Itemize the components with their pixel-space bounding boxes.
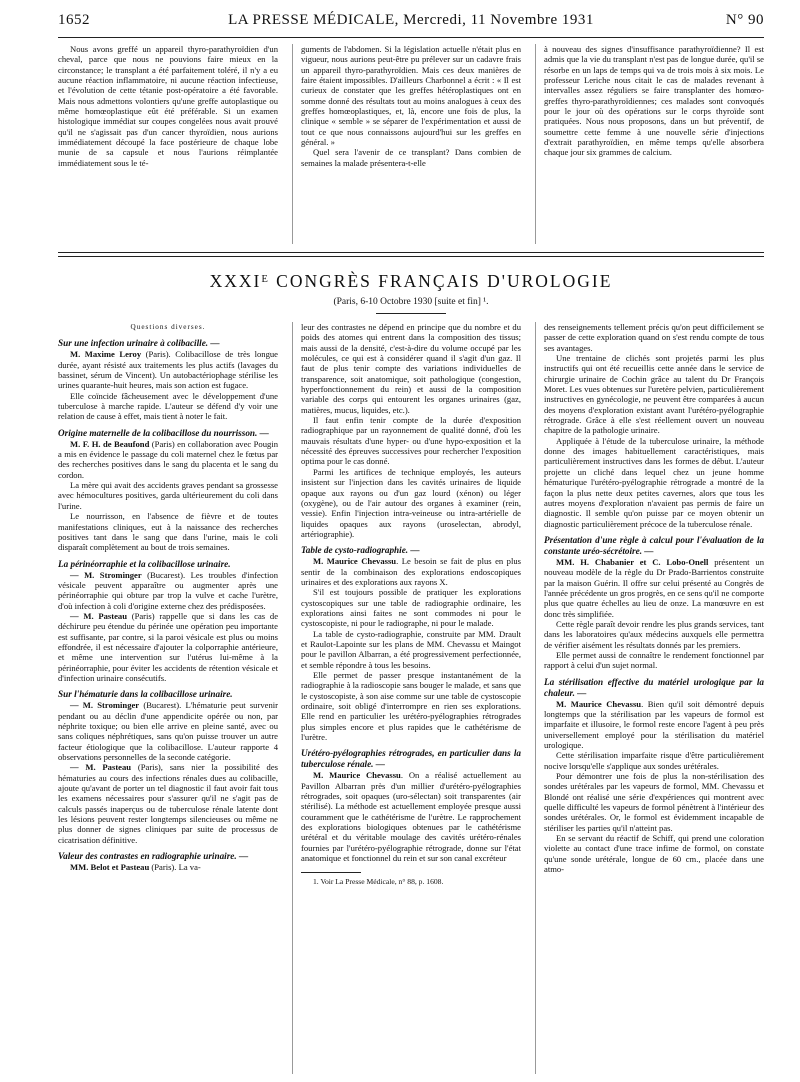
section-divider: [58, 252, 764, 257]
paragraph: [58, 570, 278, 611]
paragraph-text: (Paris) en collaboration avec Pougin a mis en évidence le passage du coli maternel chez le fœtus par des recherches positives dans le sang du placenta et le sang du cordon.: [58, 438, 278, 480]
paragraph: [58, 439, 278, 480]
page-header: [58, 12, 764, 34]
paragraph: [58, 511, 278, 552]
paragraph: [544, 322, 764, 353]
paragraph-text: Cette stérilisation imparfaite risque d'être particulièrement nocive lorsqu'elle s'applique aux sondes urétérales.: [544, 750, 764, 771]
paragraph: [301, 467, 521, 539]
paragraph-text: S'il est toujours possible de pratiquer les explorations cystoscopiques sur une table de radiographie ordinaire, les explorations ainsi faites ne sont commodes ni pour le cystoscopiste, ni pour le radiographe, ni pour le malade.: [301, 587, 521, 629]
paragraph: guments de l'abdomen. Si la législation actuelle n'était plus en vigueur, nous aurions peut-être pu prélever sur un cadavre frais un appareil thyro-parathyroïdien. Mais ces deux manières de faire étaient impossibles. D'ailleurs Charbonnel a écrit : « Il est curieux de constater que les greffes hétéroplastiques ont en somme donné des résultats tout au moins analogues à ceux des greffes homœoplastiques, et, là, encore une fois de plus, la clinique « semble » se séparer de l'expérimentation et aussi de tout ce que nous connaissons aujourd'hui sur les greffes en général. »: [301, 44, 521, 148]
author-name: — M. Pasteau: [70, 762, 132, 773]
paragraph: [544, 750, 764, 771]
author-name: M. F. H. de Beaufond: [70, 438, 150, 449]
section-heading: Présentation d'une règle à calcul pour l'évaluation de la constante uréo-sécrétoire. —: [544, 534, 764, 556]
page-number: 1652: [58, 12, 90, 28]
paragraph: [301, 770, 521, 863]
paragraph: [301, 670, 521, 742]
paragraph: [58, 762, 278, 845]
paragraph: [58, 862, 278, 872]
paragraph: [301, 556, 521, 587]
paragraph-text: Cette règle paraît devoir rendre les plus grands services, tant dans les laboratoires qu'aux médecins auxquels elle permettra de vérifier aisément les résultats donnés par les premiers.: [544, 618, 764, 650]
top-article: [58, 44, 764, 244]
paragraph: [544, 833, 764, 874]
top-column-2: [292, 44, 521, 244]
paragraph: [301, 587, 521, 628]
section-heading: Table de cysto-radiographie. —: [301, 545, 420, 556]
author-name: — M. Strominger: [70, 569, 142, 580]
paragraph-text: Elle permet de passer presque instantanément de la radiographie à la radioscopie sans bouger le malade, et sans que le cystoscopiste, à son aise comme sur une table de cystoscopie ordinaire, soit obligé d'interrompre en rien ses explorations. Elle rend en particulier les urétéro-pyélographies rétrogrades plus simples encore et plus rapides que le cathétérisme de l'urètre.: [301, 670, 521, 743]
paragraph-text: (Paris) rappelle que si dans les cas de déchirure peu étendue du périnée une opération peu importante est suffisante, par contre, si la paroi vésicale est plus ou moins effondrée, il est nécessaire d'ajouter la colporraphie antérieure, et même une intervention sur l'utérus lui-même à la périnéorraphie, pour éviter les accidents de rétention vésicale et d'infection urinaire consécutifs.: [58, 610, 279, 683]
paragraph: Nous avons greffé un appareil thyro-parathyroïdien d'un cheval, parce que nous ne pouvions faire mieux en la circonstance; le transplant a été parfaitement toléré, il n'y a eu aucune réaction inflammatoire, ni aucune réaction infectieuse, et l'évolution de cette tétanie post-opératoire a été favorable. Mais nous admettons volontiers qu'une greffe autoplastique ou même homœoplastique eût été préférable. Si un examen histologique immédiat sur coupes congelées nous avait prouvé qu'il ne s'agissait pas d'un cancer thyroïdien, nous aurions immédiatement découpé la face postérieure de chaque lobe munie de sa capsule et nous l'aurions réimplantée immédiatement sous le té-: [58, 44, 278, 168]
paragraph: [58, 391, 278, 422]
title-rule: [376, 313, 446, 314]
paragraph-text: Parmi les artifices de technique employés, les auteurs insistent sur l'injection dans les cavités urinaires de liquide opaque aux rayons ou d'un gaz lourd (xénon) ou léger (oxygène), ou de l'air autour des organes à examiner (rein, vessie). Enfin l'injection intra-veineuse ou intra-artérielle de liquides opaques aux rayons (uroselectan, abrodyl, artériographie).: [301, 466, 521, 539]
paragraph: [301, 322, 521, 415]
top-column-1: [58, 44, 278, 244]
paragraph-text: (Paris), sans nier la possibilité des hématuries au cours des infections rénales dues au colibacille, ajoute qu'avant de porter un tel diagnostic il faut avoir fait tous les examens nécessaires pour s'assurer qu'il ne s'agit pas de calculs passés inaperçus ou de tuberculose rénale latente dont les lésions peuvent rester longtemps silencieuses ou même ne plus donner de signes cliniques par suite de processus de cicatrisation définitive.: [58, 762, 278, 845]
paragraph: [58, 700, 278, 762]
section-heading: Urétéro-pyélographies rétrogrades, en particulier dans la tuberculose rénale. —: [301, 748, 521, 770]
section-heading: La stérilisation effective du matériel urologique par la chaleur. —: [544, 676, 764, 698]
paragraph: [544, 436, 764, 529]
paragraph-text: (Bucarest). L'hématurie peut survenir pendant ou au déclin d'une appendicite opérée ou non, par néphrite toxique; ou bien elle arrive en pleine santé, avec ou sans coliques néphrétiques, sans qu'on puisse trouver un autre facteur étiologique que la colibacillose. L'auteur rapporte 4 observations personnelles de la seconde catégorie.: [58, 700, 278, 763]
paragraph: [58, 480, 278, 511]
paragraph: [544, 557, 764, 619]
paragraph-text: La mère qui avait des accidents graves pendant sa grossesse avec hémocultures positives, garda ultérieurement du coli dans l'urine.: [58, 480, 278, 511]
section-heading: Origine maternelle de la colibacillose du nourrisson. —: [58, 427, 269, 438]
paragraph: [58, 349, 278, 390]
section-heading: Sur l'hématurie dans la colibacillose urinaire.: [58, 689, 233, 700]
author-name: MM. H. Chabanier et C. Lobo-Onell: [556, 556, 709, 567]
paragraph-text: . Bien qu'il soit démontré depuis longtemps que la stérilisation par les vapeurs de formol est imparfaite et illusoire, le formol reste encore l'agent à peu près universellement employé pour la stérilisation du matériel urologique.: [544, 698, 764, 751]
section-heading: Sur une infection urinaire à colibacille. —: [58, 338, 220, 349]
newspaper-page: [58, 12, 764, 1074]
author-name: — M. Strominger: [70, 700, 140, 711]
journal-title: LA PRESSE MÉDICALE, Mercredi, 11 Novembre 1931: [228, 12, 594, 28]
paragraph: [301, 415, 521, 467]
paragraph: [544, 650, 764, 671]
paragraph-text: présentent un nouveau modèle de la règle du Dr Prado-Barrientos construite par la maison Guérin. Il offre sur celui présenté au Congrès de l'année précédente un gros progrès, en ce sens qu'il ne comporte plus que quatre échelles au lieu de onze. La manœuvre en est donc très simplifiée.: [544, 556, 764, 619]
paragraph: [544, 353, 764, 436]
top-column-3: [535, 44, 764, 244]
author-name: M. Maurice Chevassu: [313, 556, 397, 567]
author-name: MM. Belot et Pasteau: [70, 862, 150, 873]
paragraph: [544, 699, 764, 751]
paragraph: [58, 611, 278, 683]
paragraph: [544, 619, 764, 650]
paragraph-text: (Bucarest). Les troubles d'infection vésicale peuvent apparaître ou augmenter après une périnéorraphie qui obture par trop la vulve et cache l'urètre, d'où infection à coli d'origine externe chez des prédisposées.: [58, 569, 279, 611]
paragraph-text: En se servant du réactif de Schiff, qui prend une coloration violette au contact d'une trace infime de formol, on constate qu'une sonde urétérale, longue de 60 cm., placée dans une atmo-: [544, 833, 764, 875]
paragraph-text: (Paris). Colibacillose de très longue durée, ayant résisté aux traitements les plus actifs (lavages du bassinet, sérum de Vincent). Un autobactériophage stérilise les urines quarante-huit heures, mais son action est fugace.: [58, 349, 278, 391]
body-column-3: [535, 322, 764, 1074]
author-name: M. Maxime Leroy: [70, 349, 142, 360]
paragraph-text: Elle coïncide fâcheusement avec le développement d'une tuberculose à marche rapide. L'auteur se défend d'y voir une relation de cause à effet, mais tient à noter le fait.: [58, 390, 278, 422]
paragraph-text: Pour démontrer une fois de plus la non-stérilisation des sondes urétérales par les vapeurs de formol, MM. Chevassu et Blondé ont réalisé une série d'expériences qui montrent avec quelle difficulté les vapeurs de formol pénètrent à l'intérieur des sondes urétérales. Or, le formol est évidemment incapable de stériliser les parties qu'il n'atteint pas.: [544, 771, 764, 833]
paragraph-text: des renseignements tellement précis qu'on peut difficilement se passer de cette exploration quand on s'est rendu compte de tous ses avantages.: [544, 322, 764, 353]
paragraph-text: Elle permet aussi de connaître le rendement fonctionnel par rapport à celui d'un sujet normal.: [544, 649, 764, 671]
congress-body: [58, 322, 764, 1074]
section-heading: La périnéorraphie et la colibacillose urinaire.: [58, 558, 231, 569]
section-label: Questions diverses.: [130, 323, 206, 331]
paragraph-text: Une trentaine de clichés sont projetés parmi les plus instructifs qui ont été recueillis cette année dans le service de chirurgie urinaire de Cochin grâce au talent du Dr François Moret. Les vues obtenues sur l'uretère pelvien, particulièrement instructives en gynécologie, ne peuvent être comparées à aucun des moyens d'exploration existant avant l'urétéro-pyélographie rétrograde. Grâce à elle s'est réellement ouvert un nouveau chapitre de la pathologie urinaire.: [544, 353, 764, 436]
congress-title: XXXIᴱ CONGRÈS FRANÇAIS D'UROLOGIE: [209, 271, 613, 291]
author-name: M. Maurice Chevassu: [313, 770, 401, 781]
header-rule: [58, 37, 764, 38]
paragraph-text: (Paris). La va-: [149, 862, 201, 873]
paragraph-text: Le nourrisson, en l'absence de fièvre et de toutes manifestations cliniques, eut à la naissance des recherches positives tant dans le sang que dans l'urine, mais le coli disparaît complètement au bout de trois semaines.: [58, 511, 278, 553]
paragraph: [544, 771, 764, 833]
paragraph-text: . On a réalisé actuellement au Pavillon Albarran près d'un millier d'urétéro-pyélographies rétrogrades, soit opaques (uro-sélectan) soit transparentes (air stérilisé). La méthode est actuellement employée presque aussi couramment que le cathétérisme de l'urètre. Le rapprochement des explorations biologiques obtenues par le cathétérisme urétéral et du véritable moulage des cavités urétéro-rénales fournies par l'urétéro-pyélographie rétrograde, donne sur l'état anatomique et fonctionnel du rein et sur son canal excréteur: [301, 770, 521, 864]
body-column-2: [292, 322, 521, 1074]
paragraph: à nouveau des signes d'insuffisance parathyroïdienne? Il est admis que la vie du transplant n'est pas de longue durée, qu'il se résorbe en un laps de temps qui va de trois mois à six mois. Le professeur Leriche nous citait le cas de malades revenant à intervalles assez réguliers se faire transplanter des homœo-greffes thyro-parathyroïdiennes; ces malades sont convoqués pour le jour où des opérations sur le corps thyroïde sont pratiquées. Nous nous proposons, dans un but préventif, de soumettre cette femme à une nouvelle série d'injections d'extrait parathyroïdien, en même temps qu'elle absorbera chaque jour six grammes de calcium.: [544, 44, 764, 158]
footnote: 1. Voir La Presse Médicale, n° 88, p. 1608.: [313, 876, 444, 886]
footnote-rule: [301, 872, 361, 873]
paragraph-text: . Le besoin se fait de plus en plus sentir de la combinaison des explorations endoscopiques urinaires et des explorations aux rayons X.: [301, 556, 522, 587]
paragraph-text: La table de cysto-radiographie, construite par MM. Drault et Raulot-Lapointe sur les plans de MM. Chevassu et Maingot pour le pavillon Albarran, a été progressivement perfectionnée, et semble répondre à tous les besoins.: [301, 628, 521, 670]
author-name: — M. Pasteau: [70, 610, 127, 621]
paragraph-text: leur des contrastes ne dépend en principe que du nombre et du poids des atomes qui entrent dans la composition des tissus; mais aussi de la densité, c'est-à-dire du volume occupé par les molécules, ce qui est à considérer quand il s'agit d'un gaz. Il faut de plus tenir compte des variations individuelles de transparence, soit anatomique, soit pathologique (congestion, hyperfonctionnement du rein) et aussi de la composition variable des corps qui entourent les organes urinaires (gaz, matières, mucus, liquides, etc.).: [301, 322, 521, 415]
paragraph: Quel sera l'avenir de ce transplant? Dans combien de semaines la malade présentera-t-elle: [301, 147, 521, 168]
paragraph-text: Il faut enfin tenir compte de la durée d'exposition radiographique par un rayonnement de qualité donné, d'où les mauvais résultats d'une hyper- ou d'une hypo-exposition et la nécessité des épreuves successives pour rechercher l'exposition optima pour le cas donné.: [301, 415, 521, 467]
section-heading: Valeur des contrastes en radiographie urinaire. —: [58, 851, 249, 862]
body-column-1: [58, 322, 278, 1074]
issue-number: N° 90: [725, 12, 764, 28]
paragraph-text: Appliquée à l'étude de la tuberculose urinaire, la méthode donne des images habituellement caractéristiques, mais particulièrement instructives dans les formes de début. L'auteur projette un cliché dans lequel chez un jeune homme hématurique l'urétéro-pyélographie rétrograde a montré de la façon la plus nette deux petites cavernes, alors que tous les autres moyens d'exploration n'avaient pas permis de faire un diagnostic. Il semble qu'on puisse par ce moyen obtenir un diagnostic particulièrement précoce de la tuberculose rénale.: [544, 435, 764, 529]
paragraph: [301, 629, 521, 670]
author-name: M. Maurice Chevassu: [556, 698, 642, 709]
congress-subtitle: (Paris, 6-10 Octobre 1930 [suite et fin] ¹.: [333, 297, 489, 307]
